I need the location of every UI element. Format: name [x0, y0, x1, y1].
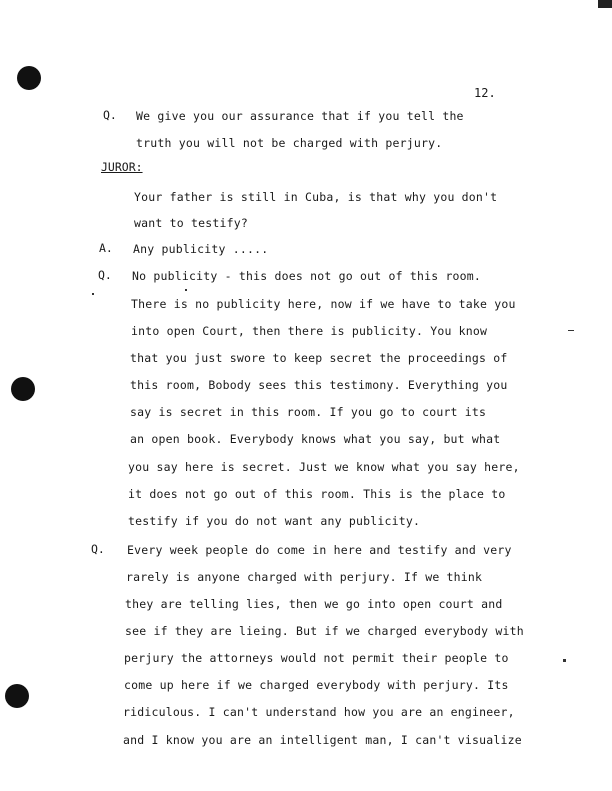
text-line: Every week people do come in here and testify and very: [127, 543, 512, 557]
punch-hole-top: [17, 66, 41, 90]
speaker-label-juror: JUROR:: [101, 160, 143, 174]
punch-hole-bottom: [5, 684, 29, 708]
text-line: see if they are lieing. But if we charged everybody with: [125, 624, 524, 638]
text-line: testify if you do not want any publicity.: [128, 514, 421, 528]
text-line: truth you will not be charged with perjury.: [136, 136, 443, 150]
punch-hole-middle: [11, 377, 35, 401]
speck: [185, 289, 187, 291]
text-line: and I know you are an intelligent man, I can't visualize: [123, 733, 522, 747]
text-line: you say here is secret. Just we know what you say here,: [128, 460, 520, 474]
text-line: Your father is still in Cuba, is that why you don't: [134, 190, 498, 204]
text-line: into open Court, then there is publicity. You know: [131, 324, 488, 338]
text-line: come up here if we charged everybody with perjury. Its: [124, 678, 509, 692]
text-line: rarely is anyone charged with perjury. If we think: [126, 570, 483, 584]
speck: [92, 293, 94, 295]
text-line: an open book. Everybody knows what you say, but what: [130, 432, 501, 446]
text-line: No publicity - this does not go out of this room.: [132, 269, 482, 283]
text-line: We give you our assurance that if you tell the: [136, 109, 464, 123]
text-line: Any publicity .....: [133, 242, 269, 256]
text-line: ridiculous. I can't understand how you are an engineer,: [123, 705, 515, 719]
text-line: perjury the attorneys would not permit their people to: [124, 651, 509, 665]
text-line: this room, Bobody sees this testimony. Everything you: [130, 378, 508, 392]
page-number: 12.: [474, 86, 496, 100]
question-label: Q.: [103, 108, 117, 122]
text-line: want to testify?: [134, 216, 248, 230]
speck: [563, 659, 566, 662]
text-line: There is no publicity here, now if we have to take you: [131, 297, 516, 311]
text-line: they are telling lies, then we go into open court and: [125, 597, 503, 611]
text-line: that you just swore to keep secret the proceedings of: [130, 351, 508, 365]
corner-mark: [598, 0, 612, 8]
answer-label: A.: [99, 241, 113, 255]
speck: [568, 330, 574, 331]
text-line: say is secret in this room. If you go to court its: [130, 405, 487, 419]
question-label: Q.: [98, 268, 112, 282]
text-line: it does not go out of this room. This is the place to: [128, 487, 506, 501]
question-label: Q.: [91, 542, 105, 556]
